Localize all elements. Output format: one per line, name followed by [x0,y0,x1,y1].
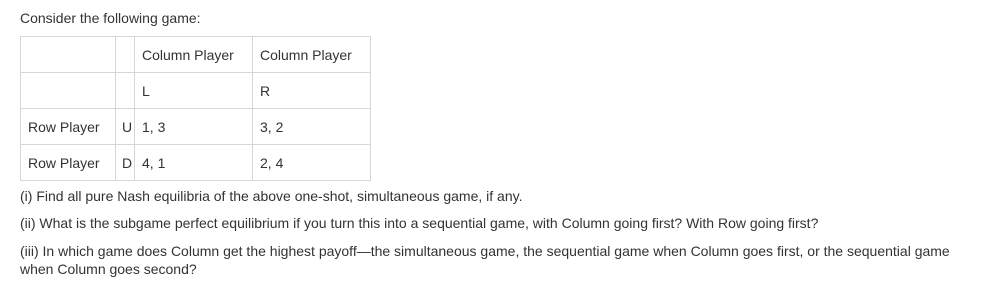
table-cell [21,73,116,109]
payoff-cell: 3, 2 [253,109,371,145]
payoff-cell: 4, 1 [135,145,253,181]
table-cell [116,73,135,109]
column-header-cell: Column Player [253,37,371,73]
payoff-cell: 1, 3 [135,109,253,145]
column-header-cell: Column Player [135,37,253,73]
table-row [21,145,371,181]
row-player-cell: Row Player [21,145,116,181]
strategy-cell: D [116,145,135,181]
table-row [21,37,371,73]
row-player-cell: Row Player [21,109,116,145]
intro-text: Consider the following game: [20,10,201,26]
question-3: (iii) In which game does Column get the highest payoff—the simultaneous game, the sequential game when Column goes first, or the sequential game when Column goes second? [20,243,950,277]
table-row [21,109,371,145]
payoff-table [20,36,371,181]
payoff-cell: 2, 4 [253,145,371,181]
table-cell [21,37,116,73]
table-row [21,73,371,109]
question-1: (i) Find all pure Nash equilibria of the above one-shot, simultaneous game, if any. [20,188,523,204]
strategy-cell: L [135,73,253,109]
table-cell [116,37,135,73]
strategy-cell: U [116,109,135,145]
strategy-cell: R [253,73,371,109]
question-2: (ii) What is the subgame perfect equilibrium if you turn this into a sequential game, with Column going first? With Row going first? [20,215,819,231]
